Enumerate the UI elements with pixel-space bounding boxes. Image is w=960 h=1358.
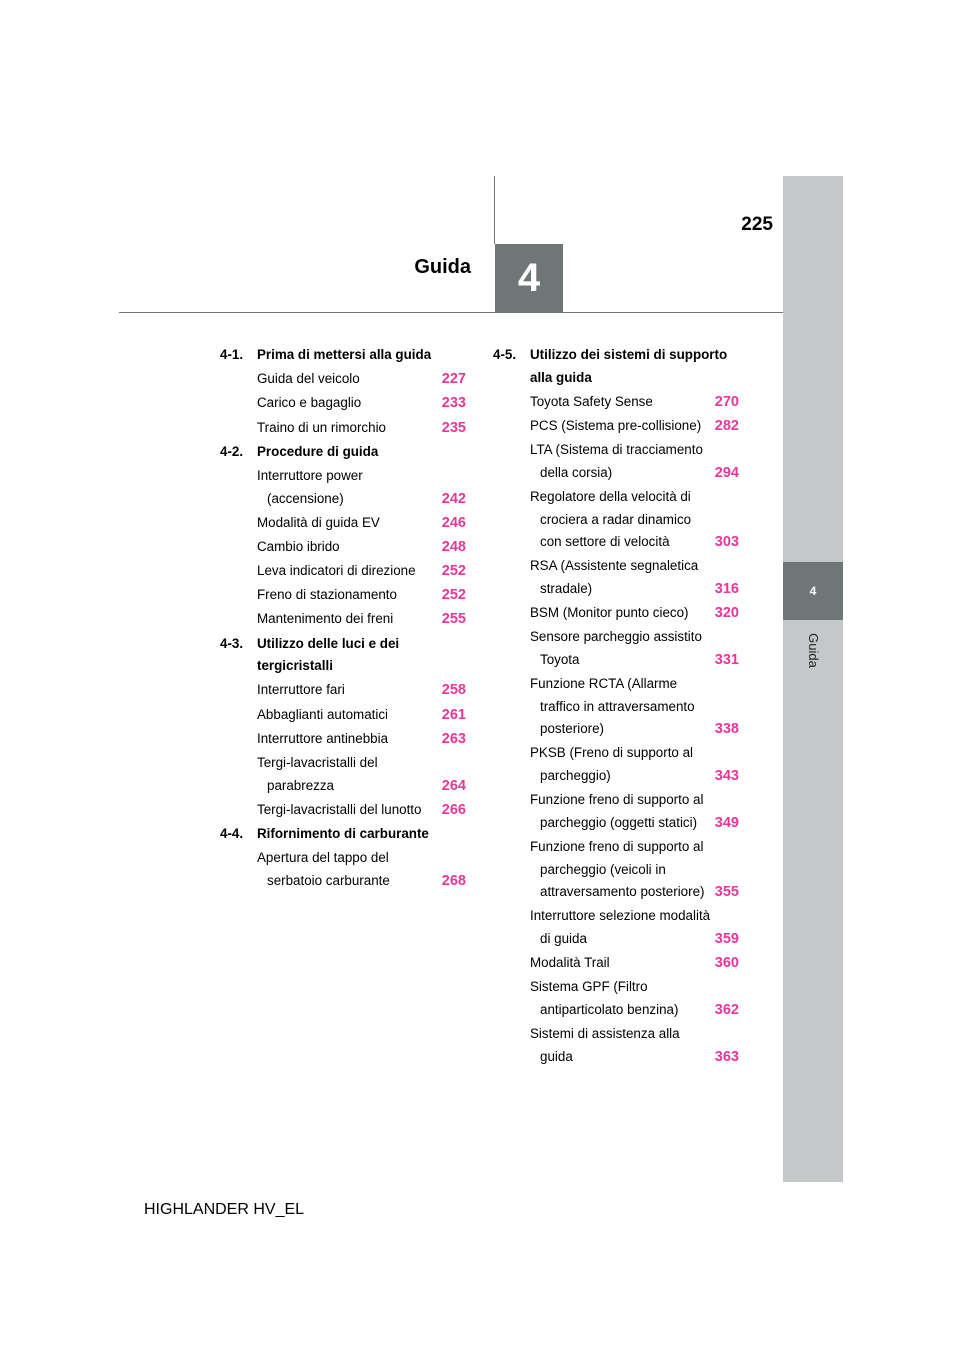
toc-section-title: Utilizzo dei sistemi di supporto alla guida (530, 347, 728, 385)
toc-entry-text (257, 584, 439, 607)
toc-entry-text (530, 626, 712, 671)
toc-entry-label: Tergi-lavacristalli del lunotto (257, 801, 422, 817)
page-number: 225 (741, 214, 773, 235)
toc-entry-page-link[interactable]: 266 (439, 799, 466, 822)
side-chapter-tab[interactable]: 4 (783, 562, 843, 620)
toc-entry-text (257, 536, 439, 559)
toc-entry-page-link[interactable]: 338 (712, 718, 739, 741)
chapter-title: Guida (414, 256, 471, 278)
header-horizontal-rule (119, 312, 783, 313)
toc-entry-label: Modalità Trail (530, 955, 610, 971)
toc-entry-text (530, 742, 712, 787)
toc-entry-text (257, 417, 439, 440)
toc-entry[interactable] (220, 679, 466, 702)
toc-entry-page-link[interactable]: 264 (439, 775, 466, 798)
toc-entry-text (530, 391, 712, 414)
toc-entry[interactable] (493, 742, 739, 787)
toc-entry-label: Leva indicatori di direzione (257, 563, 416, 579)
toc-entry-text (257, 752, 439, 797)
toc-entry-text (530, 976, 712, 1021)
toc-entry-label: Interruttore fari (257, 682, 345, 698)
toc-entry-text (257, 392, 439, 415)
toc-left-column (220, 344, 466, 894)
toc-entry-label: Toyota Safety Sense (530, 393, 653, 409)
toc-entry[interactable] (493, 415, 739, 438)
toc-section-number: 4-5. (493, 347, 517, 362)
toc-entry-label: Abbaglianti automatici (257, 706, 389, 722)
toc-entry-page-link[interactable]: 242 (439, 488, 466, 511)
toc-entry-label: Carico e bagaglio (257, 395, 362, 411)
toc-entry[interactable] (493, 905, 739, 950)
toc-entry[interactable] (220, 560, 466, 583)
toc-entry[interactable] (493, 789, 739, 834)
toc-entry-page-link[interactable]: 303 (712, 531, 739, 554)
side-thumb-strip (783, 176, 843, 1182)
toc-entry-label: PCS (Sistema pre-collisione) (530, 417, 702, 433)
chapter-number-box: 4 (495, 244, 563, 312)
toc-entry-page-link[interactable]: 363 (712, 1046, 739, 1069)
toc-entry-page-link[interactable]: 362 (712, 999, 739, 1022)
toc-entry-page-link[interactable]: 355 (712, 881, 739, 904)
toc-section-heading (220, 441, 466, 464)
toc-entry-page-link[interactable]: 258 (439, 679, 466, 702)
toc-entry-text (530, 836, 712, 904)
toc-entry-page-link[interactable]: 343 (712, 765, 739, 788)
toc-section-heading (493, 344, 739, 389)
toc-section-heading (220, 823, 466, 846)
toc-section-title: Rifornimento di carburante (257, 825, 429, 841)
toc-entry[interactable] (220, 584, 466, 607)
toc-entry[interactable] (220, 847, 466, 892)
toc-entry-page-link[interactable]: 268 (439, 870, 466, 893)
toc-entry-page-link[interactable]: 227 (439, 368, 466, 391)
toc-entry-text (257, 728, 439, 751)
toc-section-number: 4-1. (220, 347, 244, 362)
toc-entry-page-link[interactable]: 255 (439, 608, 466, 631)
toc-entry-label: LTA (Sistema di tracciamento della corsia) (530, 442, 703, 480)
toc-entry-page-link[interactable]: 263 (439, 728, 466, 751)
toc-section-number: 4-2. (220, 443, 244, 459)
toc-entry[interactable] (493, 1023, 739, 1068)
toc-entry-text (530, 789, 712, 834)
toc-entry-page-link[interactable]: 331 (712, 649, 739, 672)
toc-entry-text (257, 608, 439, 631)
toc-entry[interactable] (493, 391, 739, 414)
toc-entry-label: Interruttore selezione modalità di guida (530, 908, 711, 947)
toc-entry-page-link[interactable]: 235 (439, 417, 466, 440)
toc-entry-text (257, 465, 439, 510)
header-vertical-rule (494, 176, 495, 244)
toc-entry-text (257, 704, 439, 727)
toc-entry-page-link[interactable]: 246 (439, 512, 466, 535)
toc-entry-page-link[interactable]: 233 (439, 392, 466, 415)
toc-entry-label: Funzione freno di supporto al parcheggio (oggetti statici) (530, 792, 704, 830)
toc-entry-page-link[interactable]: 316 (712, 578, 739, 601)
toc-entry-label: Sensore parcheggio assistito Toyota (530, 629, 702, 667)
toc-right-column (493, 344, 739, 1070)
toc-entry-text (530, 439, 712, 484)
toc-entry[interactable] (493, 626, 739, 671)
toc-entry[interactable] (220, 512, 466, 535)
toc-entry-text (257, 512, 439, 535)
toc-entry[interactable] (220, 704, 466, 727)
toc-entry[interactable] (220, 465, 466, 510)
footer-model-name: HIGHLANDER HV_EL (144, 1201, 305, 1218)
toc-entry-label: Funzione freno di supporto al parcheggio (veicoli in attraversamento posteriore) (530, 839, 705, 900)
toc-entry-label: Interruttore power (accensione) (257, 467, 363, 506)
toc-entry-text (530, 555, 712, 600)
toc-entry[interactable] (493, 836, 739, 904)
toc-entry-text (530, 486, 712, 554)
toc-section-number: 4-4. (220, 825, 244, 841)
toc-entry-page-link[interactable]: 252 (439, 584, 466, 607)
toc-entry[interactable] (493, 555, 739, 600)
toc-entry[interactable] (493, 602, 739, 625)
toc-entry[interactable] (493, 673, 739, 741)
toc-entry[interactable] (493, 486, 739, 554)
toc-entry-label: Tergi-lavacristalli del parabrezza (257, 755, 378, 793)
toc-entry-label: RSA (Assistente segnaletica stradale) (530, 558, 699, 596)
side-chapter-label-text: Guida (805, 632, 821, 668)
toc-entry-label: PKSB (Freno di supporto al parcheggio) (530, 745, 694, 784)
toc-entry-page-link[interactable]: 252 (439, 560, 466, 583)
toc-section-title: Utilizzo delle luci e dei tergicristalli (257, 635, 400, 674)
toc-entry-label: Apertura del tappo del serbatoio carburante (257, 850, 390, 888)
toc-entry-label: Guida del veicolo (257, 371, 360, 387)
toc-entry-label: Sistema GPF (Filtro antiparticolato benzina) (530, 979, 679, 1017)
toc-section-title: Procedure di guida (257, 443, 379, 459)
toc-entry-label: Modalità di guida EV (257, 514, 380, 530)
toc-entry[interactable] (220, 608, 466, 631)
toc-entry-text (257, 799, 439, 822)
toc-entry-text (530, 952, 712, 975)
toc-entry-text (530, 602, 712, 625)
toc-entry-label: BSM (Monitor punto cieco) (530, 605, 689, 621)
toc-entry[interactable] (220, 728, 466, 751)
toc-entry-label: Regolatore della velocità di crociera a radar dinamico con settore di velocità (530, 488, 692, 550)
toc-entry-text (530, 1023, 712, 1068)
toc-entry-page-link[interactable]: 270 (712, 391, 739, 414)
toc-entry[interactable] (220, 536, 466, 559)
toc-entry-page-link[interactable]: 261 (439, 704, 466, 727)
toc-entry[interactable] (220, 368, 466, 391)
toc-entry-text (257, 679, 439, 702)
toc-section-heading (220, 633, 466, 678)
toc-entry[interactable] (493, 976, 739, 1021)
toc-entry-text (257, 368, 439, 391)
toc-entry-text (530, 905, 712, 950)
side-chapter-label (783, 628, 843, 672)
toc-entry-label: Traino di un rimorchio (257, 419, 386, 435)
toc-entry-label: Mantenimento dei freni (257, 611, 394, 627)
toc-entry-label: Freno di stazionamento (257, 587, 397, 603)
toc-entry-label: Cambio ibrido (257, 538, 340, 554)
toc-entry-text (257, 847, 439, 892)
toc-section-heading (220, 344, 466, 367)
toc-entry-label: Funzione RCTA (Allarme traffico in attraversamento posteriore) (530, 676, 695, 737)
toc-entry-page-link[interactable]: 349 (712, 812, 739, 835)
toc-entry[interactable] (220, 392, 466, 415)
toc-entry-text (257, 560, 439, 583)
toc-section-title: Prima di mettersi alla guida (257, 347, 432, 362)
toc-entry-text (530, 673, 712, 741)
toc-entry[interactable] (493, 439, 739, 484)
toc-entry[interactable] (220, 752, 466, 797)
toc-entry[interactable] (220, 417, 466, 440)
toc-entry-label: Interruttore antinebbia (257, 730, 389, 746)
toc-entry-page-link[interactable]: 359 (712, 928, 739, 951)
toc-entry-label: Sistemi di assistenza alla guida (530, 1026, 680, 1064)
toc-entry[interactable] (493, 952, 739, 975)
toc-entry-text (530, 415, 712, 438)
toc-entry-page-link[interactable]: 248 (439, 536, 466, 559)
toc-entry-page-link[interactable]: 320 (712, 602, 739, 625)
toc-entry-page-link[interactable]: 294 (712, 462, 739, 485)
toc-entry-page-link[interactable]: 282 (712, 415, 739, 438)
toc-entry[interactable] (220, 799, 466, 822)
toc-section-number: 4-3. (220, 635, 244, 651)
toc-entry-page-link[interactable]: 360 (712, 952, 739, 975)
